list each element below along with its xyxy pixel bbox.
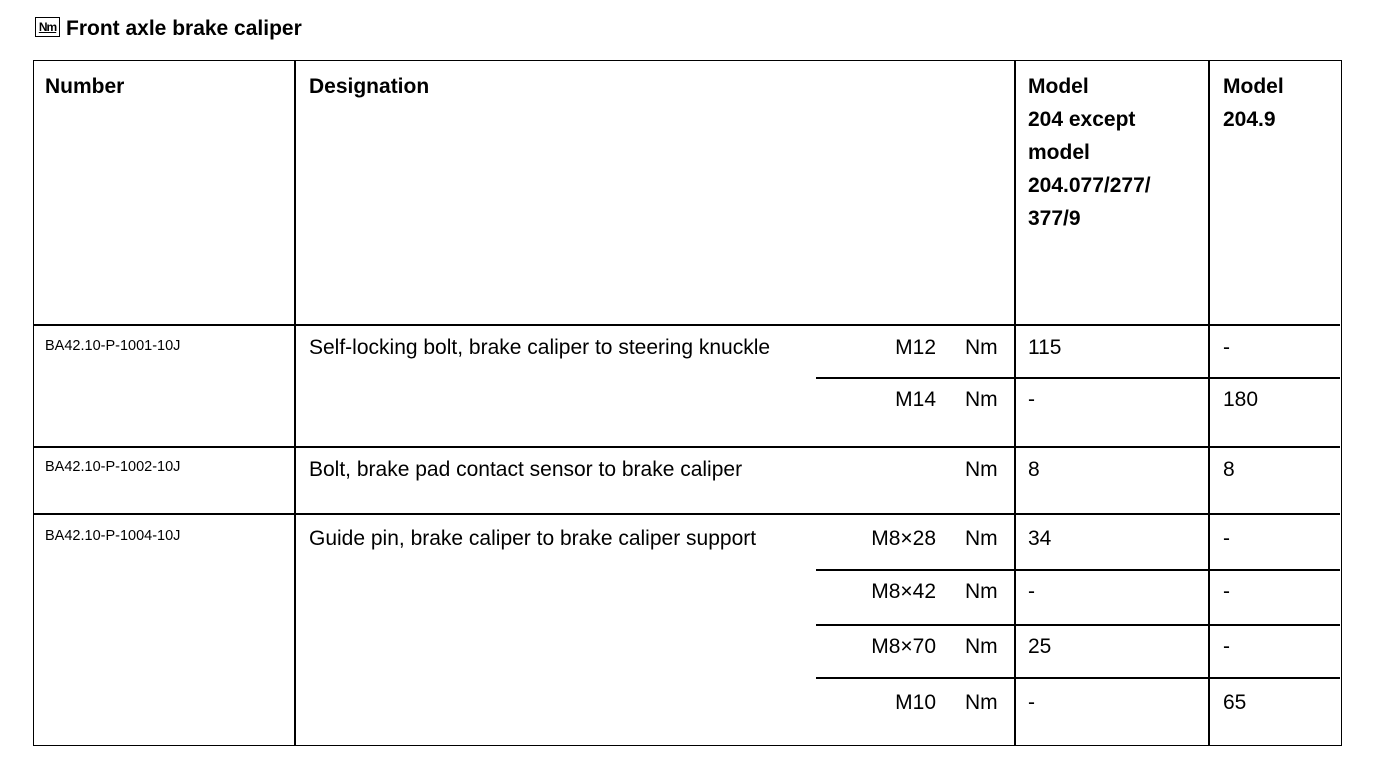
header-model-a-line: 204 except xyxy=(1028,108,1136,131)
row-number: BA42.10-P-1001-10J xyxy=(45,338,181,354)
thread-size: M8×70 xyxy=(871,635,936,658)
model-b-value: - xyxy=(1223,635,1230,658)
model-a-value: 25 xyxy=(1028,635,1052,658)
row-divider xyxy=(34,513,1340,515)
header-model-a xyxy=(1028,70,1151,235)
torque-unit: Nm xyxy=(965,580,998,603)
model-b-value: 8 xyxy=(1223,458,1235,481)
model-a-value: - xyxy=(1028,580,1035,603)
model-a-value: - xyxy=(1028,691,1035,714)
header-model-a-line: Model xyxy=(1028,75,1089,98)
header-model-a-line: model xyxy=(1028,141,1090,164)
row-designation: Self-locking bolt, brake caliper to steering knuckle xyxy=(309,336,771,359)
model-a-value: 34 xyxy=(1028,527,1052,550)
model-b-value: - xyxy=(1223,527,1230,550)
row-divider xyxy=(34,446,1340,448)
torque-unit: Nm xyxy=(965,336,998,359)
page-title xyxy=(35,14,302,44)
subrow-divider xyxy=(816,677,1340,679)
torque-unit: Nm xyxy=(965,458,998,481)
row-divider xyxy=(34,324,1340,326)
model-b-value: - xyxy=(1223,336,1230,359)
subrow-divider xyxy=(816,569,1340,571)
model-b-value: - xyxy=(1223,580,1230,603)
column-divider xyxy=(1208,61,1210,745)
model-b-value: 65 xyxy=(1223,691,1247,714)
title-text: Front axle brake caliper xyxy=(66,17,302,40)
torque-nm-icon: Nm xyxy=(35,17,60,37)
torque-unit: Nm xyxy=(965,691,998,714)
thread-size: M8×28 xyxy=(871,527,936,550)
torque-unit: Nm xyxy=(965,635,998,658)
thread-size: M10 xyxy=(895,691,936,714)
subrow-divider xyxy=(816,377,1340,379)
row-number: BA42.10-P-1004-10J xyxy=(45,528,181,544)
thread-size: M12 xyxy=(895,336,936,359)
model-a-value: - xyxy=(1028,388,1035,411)
model-b-value: 180 xyxy=(1223,388,1259,411)
model-a-value: 115 xyxy=(1028,336,1062,359)
header-model-b-line: 204.9 xyxy=(1223,108,1276,131)
torque-unit: Nm xyxy=(965,527,998,550)
header-model-a-line: 377/9 xyxy=(1028,207,1081,230)
subrow-divider xyxy=(816,624,1340,626)
thread-size: M14 xyxy=(895,388,936,411)
header-designation: Designation xyxy=(309,75,430,98)
header-model-a-line: 204.077/277/ xyxy=(1028,174,1151,197)
header-model-b xyxy=(1223,70,1284,136)
column-divider xyxy=(1014,61,1016,745)
header-model-b-line: Model xyxy=(1223,75,1284,98)
torque-table xyxy=(33,60,1342,746)
column-divider xyxy=(294,61,296,745)
header-number: Number xyxy=(45,75,125,98)
row-designation: Guide pin, brake caliper to brake caliper support xyxy=(309,527,757,550)
row-number: BA42.10-P-1002-10J xyxy=(45,459,181,475)
thread-size: M8×42 xyxy=(871,580,936,603)
model-a-value: 8 xyxy=(1028,458,1040,481)
row-designation: Bolt, brake pad contact sensor to brake caliper xyxy=(309,458,743,481)
torque-unit: Nm xyxy=(965,388,998,411)
